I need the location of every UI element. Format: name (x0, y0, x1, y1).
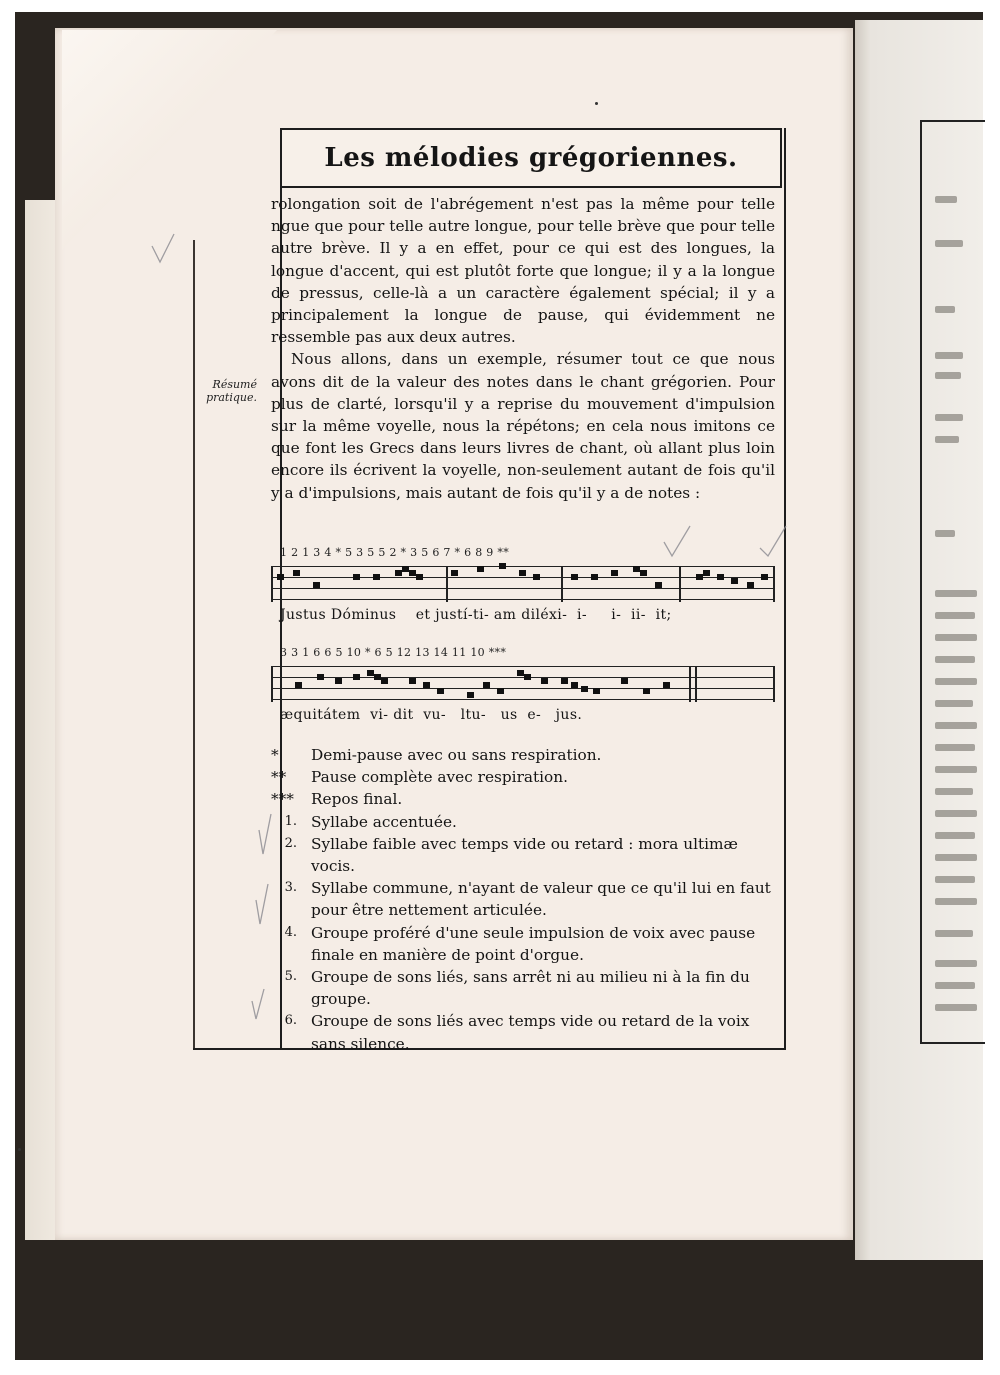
legend-list (271, 744, 781, 1055)
title-box (280, 128, 782, 188)
legend-text: Pause complète avec respiration. (311, 768, 568, 787)
speck (595, 102, 598, 105)
legend-key: 6. (284, 1013, 297, 1029)
page-title: Les mélodies grégoriennes. (324, 143, 738, 173)
legend-item (271, 811, 781, 833)
legend-text: Groupe de sons liés, sans arrêt ni au milieu ni à la fin du groupe. (311, 968, 750, 1009)
legend-item (271, 766, 781, 788)
legend-key: 3. (284, 880, 297, 896)
legend-item (271, 833, 781, 877)
legend-key: ** (271, 768, 287, 787)
pencil-check-icon (248, 985, 268, 1025)
pencil-check-icon (255, 810, 275, 860)
music-lyrics-line-1: Justus Dóminus et justí-ti- am diléxi- i- i- ii- it; (280, 607, 672, 623)
pencil-check-icon (148, 232, 178, 272)
legend-item (271, 922, 781, 966)
music-numbers-line-1: 1 2 1 3 4 * 5 3 5 5 2 * 3 5 6 7 * 6 8 9 ** (280, 546, 510, 559)
paragraph: rolongation soit de l'abrégement n'est pas la même pour telle ngue que pour telle autre longue, pour telle brève que pour telle autre brève. Il y a en effet, pour ce qui est des longues, la longue d'accent, qui est plutôt forte que longue; il y a la longue de pressus, celle-là a un caractère également spécial; il y a principalement la longue de pause, qui évidemment ne ressemble pas aux deux autres. (271, 195, 775, 347)
legend-text: Groupe proféré d'une seule impulsion de voix avec pause finale en manière de point d'orgue. (311, 923, 756, 964)
legend-item (271, 744, 781, 766)
legend-key: * (271, 746, 279, 764)
legend-text: Syllabe faible avec temps vide ou retard : mora ultimæ vocis. (311, 834, 738, 876)
music-staff-1 (271, 566, 775, 602)
paragraph: Nous allons, dans un exemple, résumer tout ce que nous avons dit de la valeur des notes dans le chant grégorien. Pour plus de clarté, lorsqu'il y a reprise du mouvement d'impulsion sur la même voyelle, nous la répétons; en cela nous imitons ce que font les Grecs dans leurs livres de chant, où allant plus loin encore ils écrivent la voyelle, non-seulement autant de fois qu'il y a d'impulsions, mais autant de fois qu'il y a de notes : (271, 350, 775, 502)
legend-key: *** (271, 790, 294, 809)
legend-key: 2. (284, 835, 297, 851)
legend-item (271, 1010, 781, 1054)
pencil-check-icon (252, 880, 272, 930)
legend-text: Repos final. (311, 790, 403, 809)
legend-item (271, 966, 781, 1010)
legend-key: 1. (284, 813, 297, 829)
legend-item (271, 788, 781, 810)
legend-text: Demi-pause avec ou sans respiration. (311, 746, 602, 764)
margin-rule (193, 240, 195, 1050)
facing-page-frame (920, 120, 985, 1044)
legend-key: 5. (284, 969, 297, 985)
legend-text: Syllabe commune, n'ayant de valeur que ce qu'il lui en faut pour être nettement articulée. (311, 879, 771, 920)
body-text (271, 193, 775, 504)
music-staff-2 (271, 666, 775, 702)
speck (18, 1148, 21, 1151)
pencil-check-icon (660, 520, 790, 560)
margin-note: Résumé pratique. (206, 378, 257, 404)
legend-text: Groupe de sons liés avec temps vide ou retard de la voix sans silence. (311, 1012, 750, 1053)
music-lyrics-line-2: æquitátem vi- dit vu- ltu- us e- jus. (280, 707, 583, 723)
legend-text: Syllabe accentuée. (311, 812, 457, 831)
legend-key: 4. (284, 924, 297, 940)
legend-item (271, 877, 781, 921)
music-numbers-line-2: 3 3 1 6 6 5 10 * 6 5 12 13 14 11 10 *** (280, 646, 507, 659)
